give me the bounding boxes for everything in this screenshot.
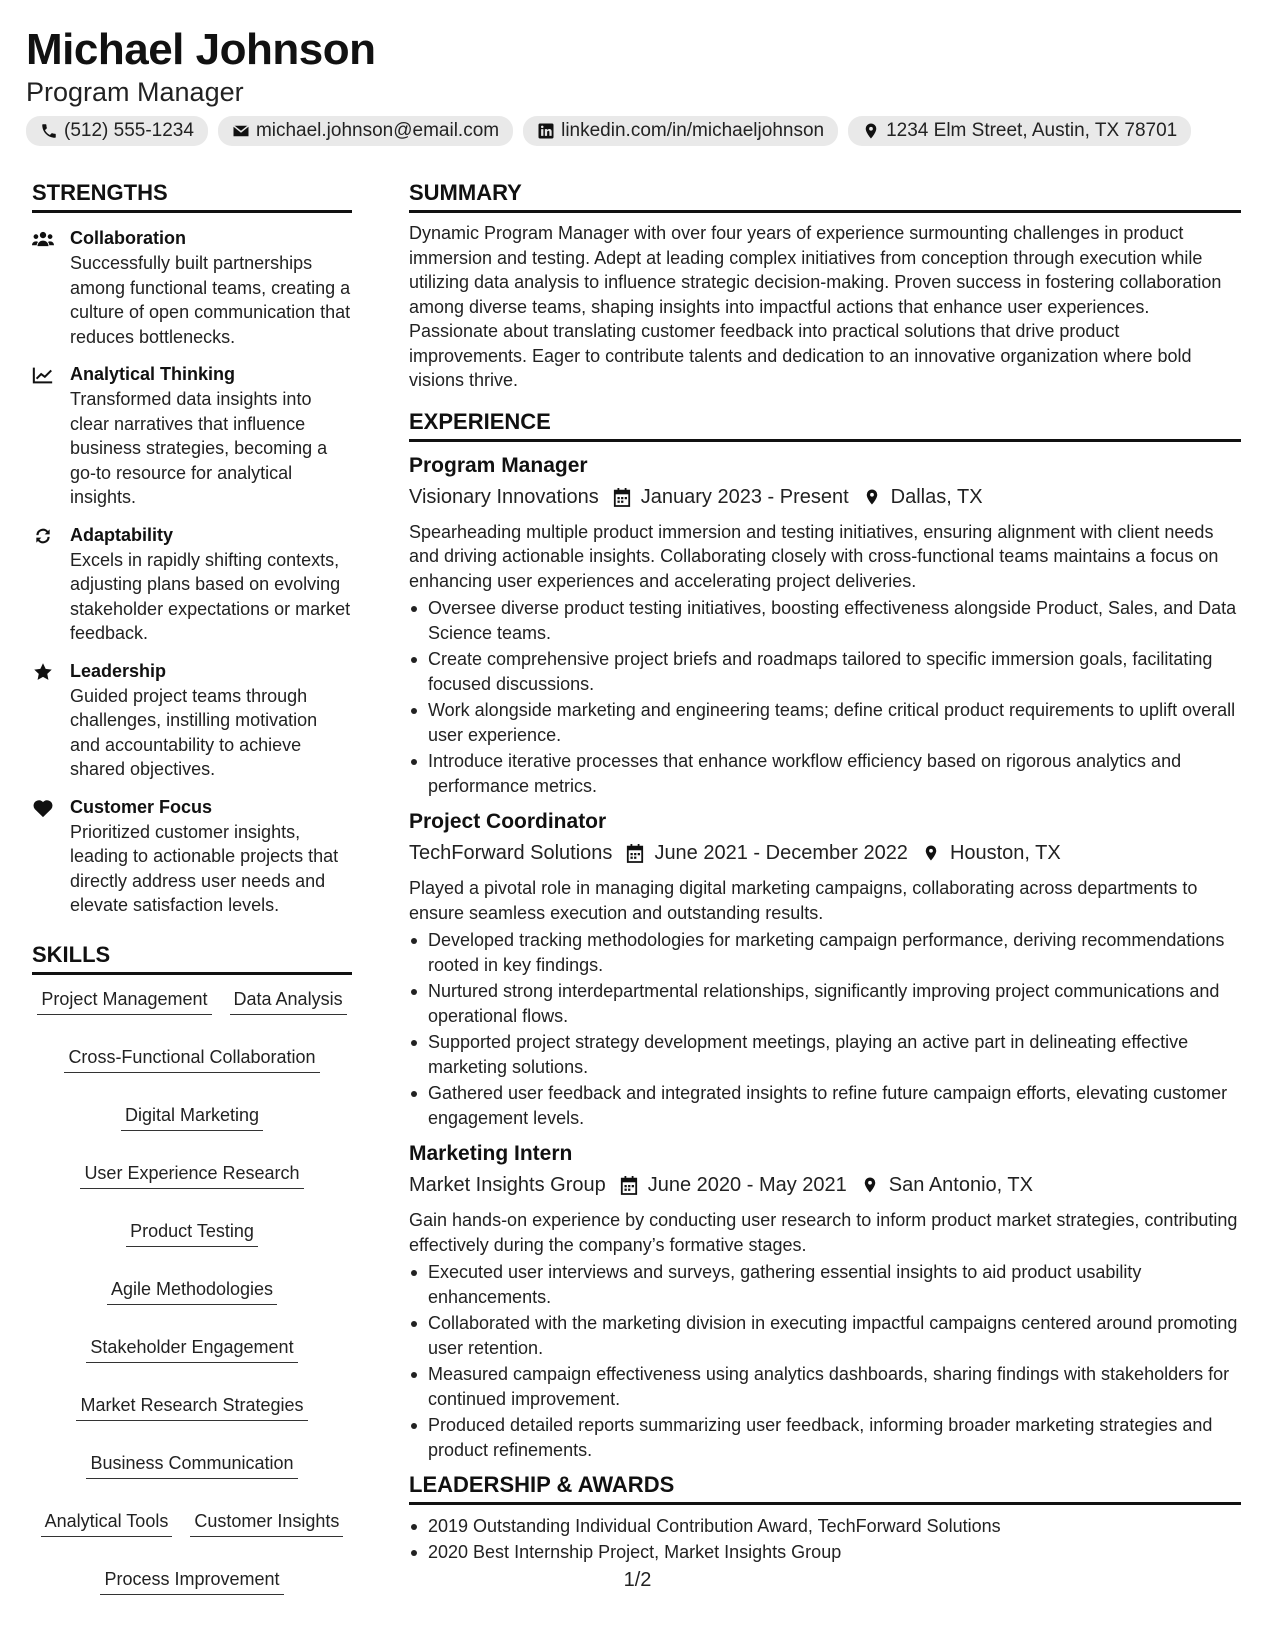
strength-description: Transformed data insights into clear narratives that influence business strategies, becoming a go-to resource for analytical insights. [70, 389, 328, 507]
summary-heading: SUMMARY [409, 178, 1241, 213]
job-bullet: Supported project strategy development meetings, playing an active part in delineating effective marketing solutions. [409, 1030, 1241, 1079]
job-location: Houston, TX [949, 842, 1061, 864]
job-bullet: Developed tracking methodologies for marketing campaign performance, deriving recommendations rooted in key findings. [409, 928, 1241, 977]
job-company: Visionary Innovations [409, 485, 599, 508]
job-meta [409, 482, 1241, 512]
skill-tag: Product Testing [126, 1217, 258, 1247]
phone-icon [40, 122, 58, 140]
job-bullet: Work alongside marketing and engineering teams; define critical product requirements to uplift overall user experience. [409, 698, 1241, 747]
strength-description: Guided project teams through challenges, instilling motivation and accountability to achieve shared objectives. [70, 685, 318, 779]
skill-tag: Business Communication [86, 1449, 297, 1479]
strength-item [32, 660, 352, 782]
strength-title: Customer Focus [70, 796, 213, 817]
calendar-icon [620, 1175, 638, 1195]
sync-icon [32, 526, 54, 546]
skill-tag: User Experience Research [80, 1159, 303, 1189]
job-bullet: Produced detailed reports summarizing user feedback, informing broader marketing strategies and product refinements. [409, 1413, 1241, 1462]
skill-tag: Cross-Functional Collaboration [64, 1043, 319, 1073]
job-intro: Gain hands-on experience by conducting user research to inform product market strategies, contributing effectively during the company’s formative stages. [409, 1210, 1238, 1255]
skill-tag: Process Improvement [100, 1565, 283, 1595]
job-dates: June 2021 - December 2022 [654, 842, 908, 864]
skills-list [32, 985, 352, 1595]
job-bullet: Executed user interviews and surveys, gathering essential insights to aid product usability enhancements. [409, 1260, 1241, 1309]
job-intro: Played a pivotal role in managing digital marketing campaigns, collaborating across departments to ensure seamless execution and outstanding results. [409, 878, 1198, 923]
resume-header [26, 24, 1256, 146]
job-meta [409, 1170, 1241, 1200]
contact-email-text: michael.johnson@email.com [255, 120, 500, 141]
strength-description: Successfully built partnerships among functional teams, creating a culture of open communication that reduces bottlenecks. [70, 253, 351, 347]
award-item: 2020 Best Internship Project, Market Insights Group [409, 1539, 1241, 1565]
awards-heading: LEADERSHIP & AWARDS [409, 1470, 1241, 1505]
strength-item [32, 796, 352, 918]
chart-line-icon [32, 365, 54, 385]
contact-email[interactable] [218, 116, 513, 146]
job-location: Dallas, TX [890, 485, 983, 508]
job-bullet: Nurtured strong interdepartmental relationships, significantly improving project communications and operational flows. [409, 979, 1241, 1028]
experience-heading: EXPERIENCE [409, 407, 1241, 442]
strength-item [32, 363, 352, 510]
job-role: Marketing Intern [409, 1142, 573, 1165]
contact-bar [26, 116, 1256, 146]
calendar-icon [626, 843, 644, 863]
job-entry [409, 1140, 1241, 1462]
skill-tag: Agile Methodologies [107, 1275, 277, 1305]
strengths-heading: STRENGTHS [32, 178, 352, 213]
job-entry [409, 452, 1241, 799]
calendar-icon [613, 487, 631, 507]
skill-tag: Analytical Tools [41, 1507, 173, 1537]
contact-address [848, 116, 1191, 146]
job-company: Market Insights Group [409, 1174, 606, 1196]
job-bullet: Measured campaign effectiveness using analytics dashboards, sharing findings with stakeholders for continued improvement. [409, 1362, 1241, 1411]
strength-description: Excels in rapidly shifting contexts, adjusting plans based on evolving stakeholder expectations or market feedback. [70, 549, 351, 643]
heart-icon [32, 798, 54, 818]
skill-tag: Stakeholder Engagement [86, 1333, 297, 1363]
contact-linkedin[interactable] [523, 116, 838, 146]
strength-title: Adaptability [70, 524, 174, 545]
skill-tag: Market Research Strategies [76, 1391, 307, 1421]
job-bullet: Oversee diverse product testing initiatives, boosting effectiveness alongside Product, Sales, and Data Science teams. [409, 596, 1241, 645]
skill-tag: Customer Insights [190, 1507, 343, 1537]
strengths-list [32, 227, 352, 918]
job-entry [409, 808, 1241, 1130]
strength-title: Leadership [70, 660, 167, 681]
page-number: 1/2 [623, 1569, 652, 1591]
candidate-name: Michael Johnson [26, 25, 376, 74]
map-pin-icon [863, 487, 881, 507]
envelope-icon [232, 122, 250, 140]
contact-phone-text: (512) 555-1234 [64, 120, 194, 141]
job-bullets [409, 928, 1241, 1130]
candidate-title: Program Manager [26, 77, 244, 107]
skills-heading: SKILLS [32, 940, 352, 975]
skill-tag: Digital Marketing [121, 1101, 263, 1131]
strength-title: Analytical Thinking [70, 364, 236, 384]
left-column [32, 178, 352, 1595]
awards-list [409, 1513, 1241, 1565]
job-bullets [409, 1260, 1241, 1462]
linkedin-icon [537, 122, 555, 140]
strength-title: Collaboration [70, 228, 186, 248]
map-pin-icon [861, 1175, 879, 1195]
job-bullet: Collaborated with the marketing division in executing impactful campaigns centered around promoting user retention. [409, 1311, 1241, 1360]
job-bullet: Create comprehensive project briefs and roadmaps tailored to specific immersion goals, facilitating focused discussions. [409, 647, 1241, 696]
job-role: Project Coordinator [409, 810, 607, 833]
job-role: Program Manager [409, 453, 588, 477]
job-location: San Antonio, TX [888, 1174, 1033, 1196]
job-bullets [409, 596, 1241, 798]
strength-item [32, 227, 352, 349]
job-dates: June 2020 - May 2021 [647, 1174, 847, 1196]
strength-item [32, 524, 352, 646]
contact-address-text: 1234 Elm Street, Austin, TX 78701 [886, 120, 1178, 141]
map-pin-icon [922, 843, 940, 863]
strength-description: Prioritized customer insights, leading to actionable projects that directly address user needs and elevate satisfaction levels. [70, 821, 339, 915]
award-item: 2019 Outstanding Individual Contribution Award, TechForward Solutions [409, 1513, 1241, 1539]
job-dates: January 2023 - Present [640, 485, 849, 508]
right-column [409, 178, 1241, 1565]
job-bullet: Introduce iterative processes that enhance workflow efficiency based on rigorous analytics and performance metrics. [409, 749, 1241, 798]
skill-tag: Project Management [37, 985, 211, 1015]
skill-tag: Data Analysis [230, 985, 347, 1015]
contact-linkedin-text: linkedin.com/in/michaeljohnson [561, 120, 825, 141]
job-bullet: Gathered user feedback and integrated insights to refine future campaign efforts, elevating customer engagement levels. [409, 1081, 1241, 1130]
star-icon [32, 662, 54, 682]
job-company: TechForward Solutions [409, 842, 613, 864]
job-intro: Spearheading multiple product immersion and testing initiatives, ensuring alignment with client needs and driving actionable insights. Collaborating closely with cross-functional teams maintains a focus on enhancing user experiences and accelerating project deliveries. [409, 521, 1219, 591]
map-pin-icon [862, 122, 880, 140]
users-icon [32, 229, 54, 249]
summary-text: Dynamic Program Manager with over four years of experience surmounting challenges in product immersion and testing. Adept at leading complex initiatives from conception through execution while utilizing data analysis to influence strategic decision-making. Proven success in fostering collaboration among diverse teams, shaping insights into impactful actions that enhance user experiences. Passionate about translating customer feedback into practical solutions that drive product improvements. Eager to contribute talents and dedication to an innovative organization where bold visions thrive. [409, 223, 1222, 390]
job-meta [409, 838, 1241, 868]
contact-phone[interactable] [26, 116, 208, 146]
